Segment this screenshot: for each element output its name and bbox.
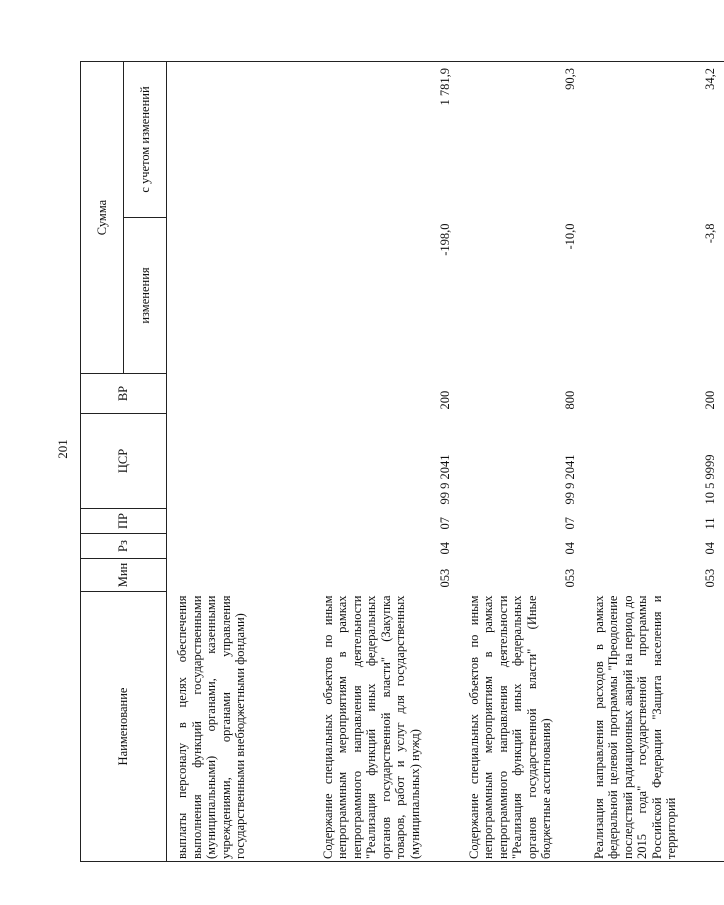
row-pr: 07 xyxy=(563,517,577,530)
row-total xyxy=(167,62,313,218)
header-summa: Сумма xyxy=(81,62,124,374)
row-rz: 04 xyxy=(563,542,577,555)
row-min: 053 xyxy=(703,568,717,588)
row-total: 34,2 xyxy=(584,62,724,218)
header-rz: Рз xyxy=(81,534,167,559)
header-pr: ПР xyxy=(81,509,167,534)
row-total: 1 781,9 xyxy=(313,62,459,218)
row-vr: 200 xyxy=(438,390,452,410)
row-csr: 99 9 2041 xyxy=(563,454,577,505)
row-change: -10,0 xyxy=(563,223,577,250)
rotated-page-content xyxy=(80,62,717,862)
row-min: 053 xyxy=(563,568,577,588)
row-min xyxy=(167,559,313,592)
header-vr: ВР xyxy=(81,374,167,414)
row-name: Содержание специальных объектов по иным непрограммным мероприятиям в рамках непрограммного направления деятельности "Реализация функций иных федеральных органов государственной власти" (Закупка товаров, работ и услуг для государственных (муниципальных) нужд) xyxy=(313,592,459,862)
row-change: -3,8 xyxy=(703,223,717,244)
table-row xyxy=(313,62,459,862)
table-row xyxy=(584,62,724,862)
header-min: Мин xyxy=(81,559,167,592)
table-row xyxy=(459,62,584,862)
row-rz: 04 xyxy=(438,542,452,555)
header-change: изменения xyxy=(124,218,167,374)
row-change xyxy=(167,218,313,374)
row-total: 90,3 xyxy=(459,62,584,218)
row-pr: 07 xyxy=(438,517,452,530)
row-name: Содержание специальных объектов по иным непрограммным мероприятиям в рамках непрограммного направления деятельности "Реализация функций иных федеральных органов государственной власти" (Иные бюджетные ассигнования) xyxy=(459,592,584,862)
row-vr xyxy=(167,374,313,414)
header-with-changes: с учетом изменений xyxy=(124,62,167,218)
row-rz: 04 xyxy=(703,542,717,555)
row-rz xyxy=(167,534,313,559)
page-number: 201 xyxy=(55,439,70,459)
row-csr xyxy=(167,414,313,509)
row-csr: 10 5 9999 xyxy=(703,454,717,505)
budget-table xyxy=(80,61,724,862)
header-csr: ЦСР xyxy=(81,414,167,509)
row-change: -198,0 xyxy=(438,223,452,256)
row-pr xyxy=(167,509,313,534)
row-name: Реализация направления расходов в рамках федеральной целевой программы "Преодоление последствий радиационных аварий на период до 2015 года" государственной программы Российской Федерации "Защита населения и территорий xyxy=(584,592,724,862)
row-min: 053 xyxy=(438,568,452,588)
row-pr: 11 xyxy=(703,517,717,530)
row-vr: 200 xyxy=(703,390,717,410)
row-vr: 800 xyxy=(563,390,577,410)
header-name: Наименование xyxy=(81,592,167,862)
table-row xyxy=(167,62,313,862)
row-name: выплаты персоналу в целях обеспечения выполнения функций государственными (муниципальными) органами, казенными учреждениями, органами управления государственными внебюджетными фондами) xyxy=(167,592,313,862)
row-csr: 99 9 2041 xyxy=(438,454,452,505)
